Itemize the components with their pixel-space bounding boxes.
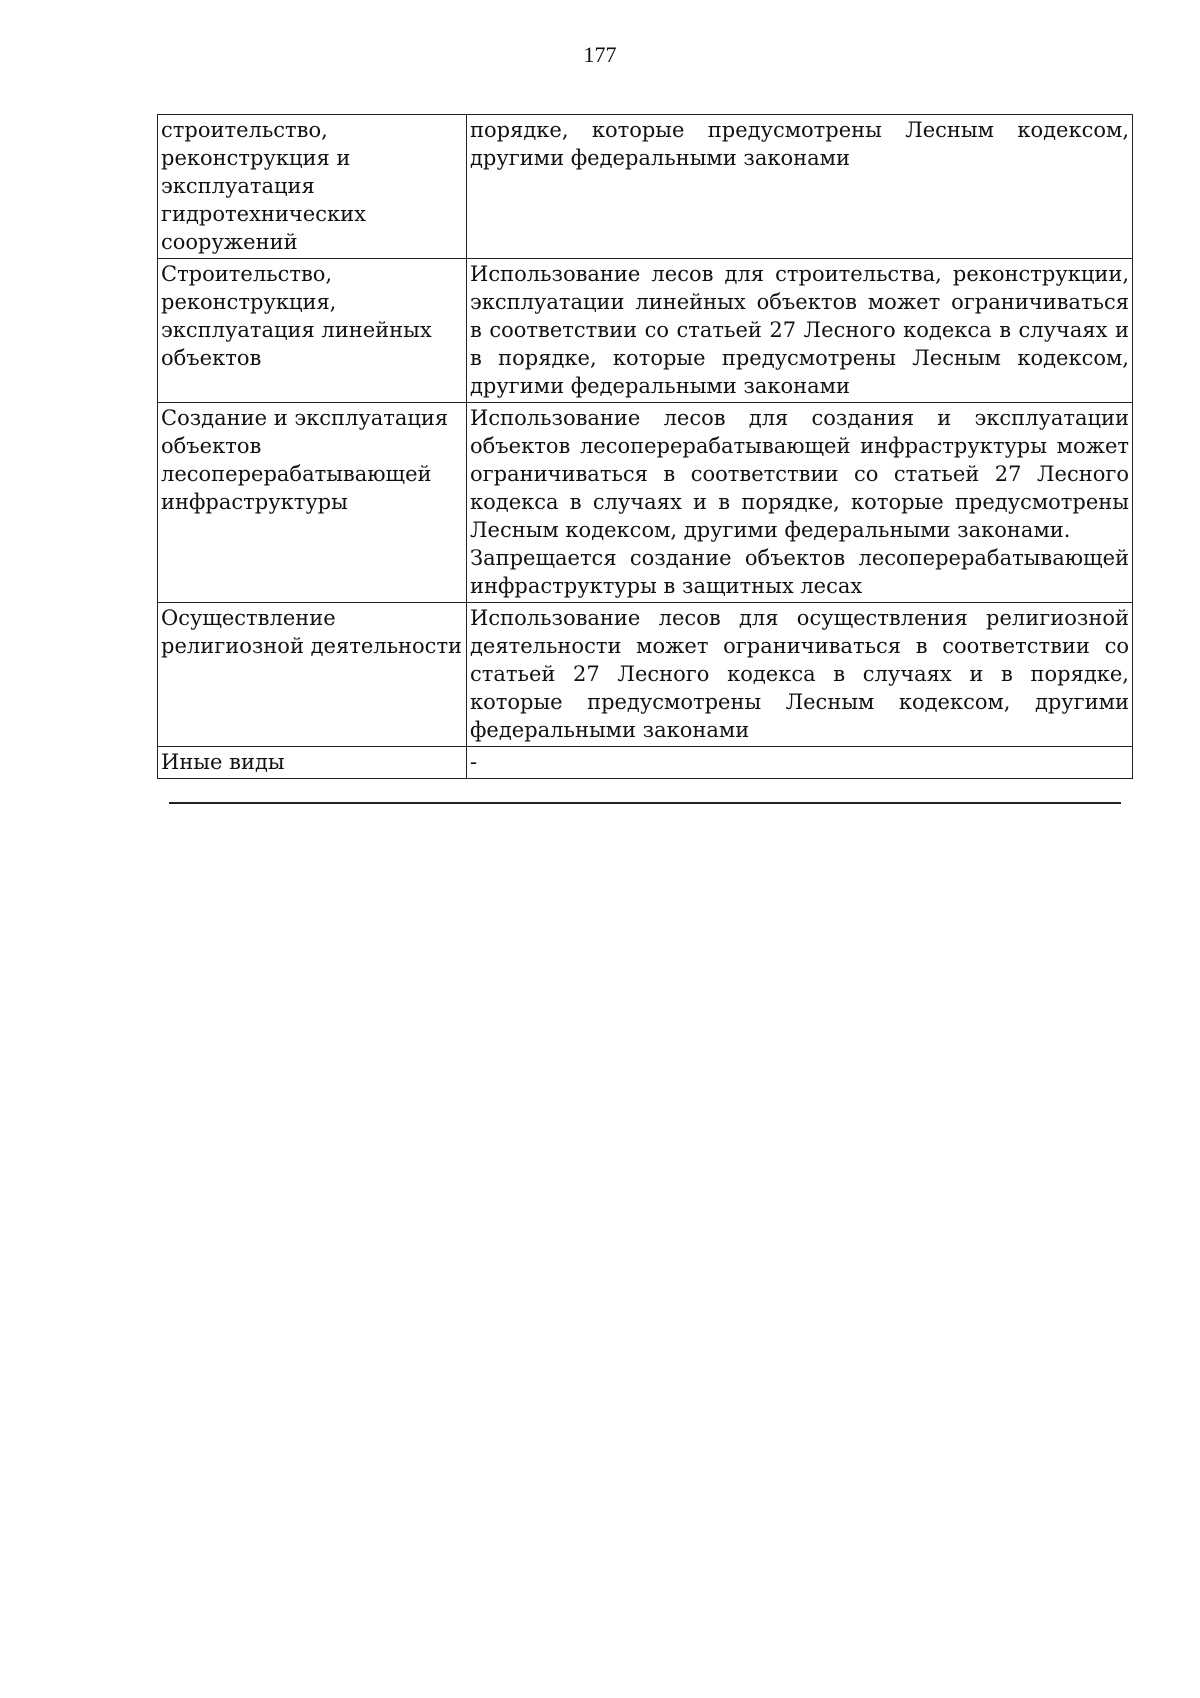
activity-cell bbox=[158, 603, 467, 747]
activity-text: Иные виды bbox=[161, 750, 285, 774]
restriction-text: Запрещается создание объектов лесоперерабатывающей инфраструктуры в защитных лесах bbox=[470, 546, 1129, 598]
restriction-text: - bbox=[470, 750, 478, 774]
restriction-text: порядке, которые предусмотрены Лесным кодексом, другими федеральными законами bbox=[470, 118, 1129, 170]
activity-text: Строительство, реконструкция, эксплуатация линейных объектов bbox=[161, 262, 432, 370]
table-row bbox=[158, 259, 1133, 403]
restriction-text: Использование лесов для создания и эксплуатации объектов лесоперерабатывающей инфраструктуры может ограничиваться в соответствии со статьей 27 Лесного кодекса в случаях и в порядке, которые предусмотрены Лесным кодексом, другими федеральными законами. bbox=[470, 406, 1129, 542]
table-row bbox=[158, 747, 1133, 779]
activity-cell bbox=[158, 259, 467, 403]
restriction-text: Использование лесов для строительства, реконструкции, эксплуатации линейных объектов может ограничиваться в соответствии со статьей 27 Лесного кодекса в случаях и в порядке, которые предусмотрены Лесным кодексом, другими федеральными законами bbox=[470, 262, 1129, 398]
activity-text: строительство, реконструкция и эксплуатация гидротехнических сооружений bbox=[161, 118, 366, 254]
table-row bbox=[158, 603, 1133, 747]
activity-text: Осуществление религиозной деятельности bbox=[161, 606, 463, 658]
table-row bbox=[158, 403, 1133, 603]
restriction-cell bbox=[467, 603, 1133, 747]
restriction-cell bbox=[467, 259, 1133, 403]
restriction-cell bbox=[467, 115, 1133, 259]
activity-cell bbox=[158, 747, 467, 779]
page-number: 177 bbox=[583, 42, 617, 67]
activity-cell bbox=[158, 403, 467, 603]
restriction-cell bbox=[467, 403, 1133, 603]
activity-text: Создание и эксплуатация объектов лесоперерабатывающей инфраструктуры bbox=[161, 406, 449, 514]
activity-cell bbox=[158, 115, 467, 259]
table-row bbox=[158, 115, 1133, 259]
restriction-cell bbox=[467, 747, 1133, 779]
bottom-divider-line bbox=[169, 802, 1121, 804]
restrictions-table bbox=[157, 114, 1133, 779]
restriction-text: Использование лесов для осуществления религиозной деятельности может ограничиваться в соответствии со статьей 27 Лесного кодекса в случаях и в порядке, которые предусмотрены Лесным кодексом, другими федеральными законами bbox=[470, 606, 1129, 742]
